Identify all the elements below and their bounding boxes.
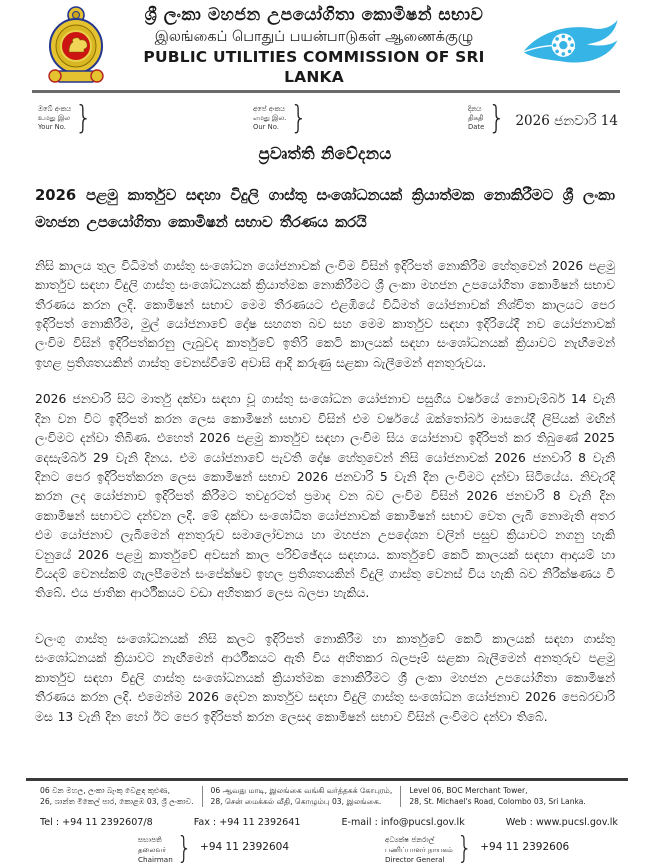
org-name-tamil: இலங்கைப் பொதுப் பயன்பாடுகள் ஆணைக்குழு: [154, 29, 474, 46]
chairman-label-si: සභාපති: [138, 834, 162, 844]
address-en-line2: 28, St. Michael's Road, Colombo 03, Sri Lanka.: [409, 797, 586, 807]
telephone: Tel : +94 11 2392607/8: [40, 816, 153, 828]
chairman-contact: [138, 830, 290, 865]
our-no-label-si: අපේ අංකය: [253, 104, 285, 113]
org-name-sinhala: ශ්‍රී ලංකා මහජන උපයෝගිතා කොමිෂන් සභාව: [144, 4, 484, 25]
organization-name-block: [112, 5, 516, 87]
paragraph-1: නිසි කාලය තුල විධිමත් ගාස්තු සංශෝධන යෝජනාවක් ලංවිම විසින් ඉදිරිපත් නොකිරීම හේතුවෙන් 2026 පළමු කාර්තුව සඳහා විදුලි ගාස්තු සංශෝධනයක් ක්‍රියාත්මක නොකිරීමට ශ්‍රී ලංකා මහජන උපයෝගිතා කොමිෂන් සභාව තීරණය කරන ලදි. කොමිෂන් සභාව මෙම තීරණයට එළඹියේ විධිමත් යෝජනාවක් නිශ්චිත කාලයට පෙර ඉදිරිපත් නොකිරීම, මුල් යෝජනාවේ දෝෂ සහගත බව සහ මෙම කාර්තුව සඳහා ඉදිරියේදී නව යෝජනාවක් ලංවිම විසින් ඉදිරිපත්කරනු ලැබුවද කාර්තුවේ ඉතිරි කෙටි කාලයක් සඳහා සංශෝධනයක් ක්‍රියාවට නැඟීමෙන් ඉහළ ප්‍රතිශතයකින් ගාස්තු වෙනස්වීමේ අවාසි ආදි කරුණු සළකා බැලීමෙන් අනතුරුවය.: [35, 258, 615, 370]
brace-glyph: }: [456, 830, 473, 865]
your-no-label-en: Your No.: [38, 123, 66, 132]
website: Web : www.pucsl.gov.lk: [505, 816, 618, 828]
body-text: [35, 257, 615, 727]
your-no-label-si: ඔබේ අංකය: [38, 104, 72, 113]
chairman-phone: +94 11 2392604: [200, 840, 290, 853]
your-no-field: [38, 100, 253, 137]
director-general-contact: [385, 830, 570, 865]
dg-label-si: අධ්‍යක්ෂ ජනරාල්: [385, 834, 435, 844]
brace-glyph: }: [75, 100, 93, 137]
date-value: 2026 ජනවාරි 14: [515, 112, 618, 129]
email: E-mail : info@pucsl.gov.lk: [341, 816, 465, 828]
your-no-label-ta: உமது இல: [38, 113, 70, 122]
chairman-label-en: Chairman: [138, 854, 173, 864]
reference-row: [0, 93, 650, 137]
address-ta-line2: 28, சென் மைக்கல் வீதி, கொழும்பு 03, இலங்கை.: [210, 797, 382, 807]
brace-glyph: }: [176, 830, 193, 865]
fax: Fax : +94 11 2392641: [193, 816, 301, 828]
pucsl-logo-icon: [516, 15, 620, 77]
letterhead: [0, 0, 650, 88]
date-field: [468, 100, 620, 137]
date-label-ta: திகதி: [468, 113, 484, 122]
address-row: [26, 781, 628, 808]
dg-label-ta: பணிப்பாளர் நாயகம்: [385, 844, 453, 854]
paragraph-2: 2026 ජනවාරි සිට මාර්තු දක්වා සඳහා වූ ගාස්තු සංශෝධන යෝජනාව පසුගිය වර්ෂයේ නොවැම්බර් 14 වැනි දින වන විට ඉදිරිපත් කරන ලෙස කොමිෂන් සභාව විසින් එම වර්ෂයේ ඔක්තෝබර් මාසයේදී ලිපියක් මඟින් ලංවිමට දන්වා තිබිණ. එහෙත් 2026 පළමු කාර්තුව සඳහා ලංවිම සිය යෝජනාව ඉදිරිපත් කර තිබුණේ 2025 දෙසැම්බර් 29 වැනි දිනය. එම යෝජනාවේ පැවති දෝෂ හේතුවෙන් නිසි යෝජනාවක් 2026 ජනවාරි 8 වැනි දිනට පෙර ඉදිරිපත්කරන ලෙස කොමිෂන් සභාව 2026 ජනවාරි 5 වැනි දින ලංවිමට දන්වා සිටියේය. නිවැරදි කරන ලද යෝජනාව ඉදිරිපත් කිරීමට තවදුරටත් ප්‍රමාද වන බව ලංවිම විසින් 2026 ජනවාරි 8 වැනි දින කොමිෂන් සභාවට දන්වන ලදි. මේ දක්වා සංශෝධිත යෝජනාවක් කොමිෂන් සභාව වෙත ලැබී නොමැති අතර එම යෝජනාව ලැබීමෙන් අනතුරුව සමාලෝචනය හා මහජන උපදේශන වලින් පසුව ක්‍රියාවට නගනු හැකි වනුයේ 2026 පළමු කාර්තුවේ අවසන් කාල පරිච්ඡේදය සඳහාය. කාර්තුවේ කෙටි කාලයක් සඳහා ආදායම් හා වියදම් වෙනස්කම් ගැලපීමෙන් සංපේක්ෂව ඉහල ප්‍රතිශතයකින් විදුලි ගාස්තු වෙනස් විය හැකි බව නිරීක්ෂණය වී තිබේ. එය ජාතික ආර්ථීකයට වඩා අහිතකර ලෙස බලපා හැකිය.: [35, 392, 615, 601]
headline: 2026 පළමු කාර්තුව සඳහා විදුලි ගාස්තු සංශෝධනයක් ක්‍රියාත්මක නොකිරීමට ශ්‍රී ලංකා මහජන උපයෝගිතා කොමිෂන් සභාව තීරණය කරයි: [35, 187, 615, 232]
address-si-line2: 26, ශාන්ත මිකෙල් පාර, කොළඹ 03, ශ්‍රී ලංකාව.: [40, 797, 194, 807]
address-si-line1: 06 වන මහල, ලංකා බැංකු වෙළඳ කුළුණ,: [40, 785, 170, 795]
contact-row: [26, 808, 628, 828]
doc-type-title: ප්‍රවෘත්ති නිවේදනය: [258, 144, 392, 163]
paragraph-3: වලංගු ගාස්තු සංශෝධනයක් නිසි කලට ඉදිරිපත් නොකිරීම හා කාර්තුවේ කෙටි කාලයක් සඳහා ගාස්තු සංශෝධනයක් ක්‍රියාවට නැඟීමෙන් ආර්ථීකයට ඇති විය අහිතකර බලපෑම් සළකා බැලීමෙන් අනතුරුව පළමු කාර්තුව සඳහා විදුලි ගාස්තු සංශෝධනයක් ක්‍රියාත්මක නොකිරීමට ශ්‍රී ලංකා මහජන උපයෝගිතා කොමිෂන් තීරණය කරන ලදි. එමෙන්ම 2026 දෙවන කාර්තුව සඳහා විදුලි ගාස්තු සංශෝධන යෝජනාව 2026 පෙබරවාරි මස 13 වැනි දින හෝ ඊට පෙර ඉදිරිපත් කරන ලෙසද කොමිෂන් සභාව විසින් ලංවිමට දන්වා තිබේ.: [35, 631, 615, 724]
chairman-label-ta: தலைவர்: [138, 844, 167, 854]
officer-contacts-row: [26, 828, 628, 865]
our-no-label-en: Our No.: [253, 123, 279, 132]
brace-glyph: }: [488, 100, 506, 137]
our-no-label-ta: எமது இல.: [253, 113, 287, 122]
address-english: [401, 785, 594, 808]
our-no-field: [253, 100, 468, 137]
letterhead-footer: [0, 778, 650, 865]
brace-glyph: }: [290, 100, 308, 137]
address-en-line1: Level 06, BOC Merchant Tower,: [409, 785, 528, 795]
dg-label-en: Director General: [385, 854, 445, 864]
address-tamil: [203, 785, 401, 808]
address-sinhala: [26, 785, 202, 808]
date-label-en: Date: [468, 123, 485, 132]
date-label-si: දිනය: [468, 104, 482, 113]
org-name-english: PUBLIC UTILITIES COMMISSION OF SRI LANKA: [143, 48, 485, 86]
dg-phone: +94 11 2392606: [480, 840, 570, 853]
sri-lanka-emblem-icon: [40, 5, 112, 87]
address-ta-line1: 06 ஆவது மாடி, இலங்கை வங்கி வர்த்தகக் கோபுரம்,: [210, 785, 393, 795]
